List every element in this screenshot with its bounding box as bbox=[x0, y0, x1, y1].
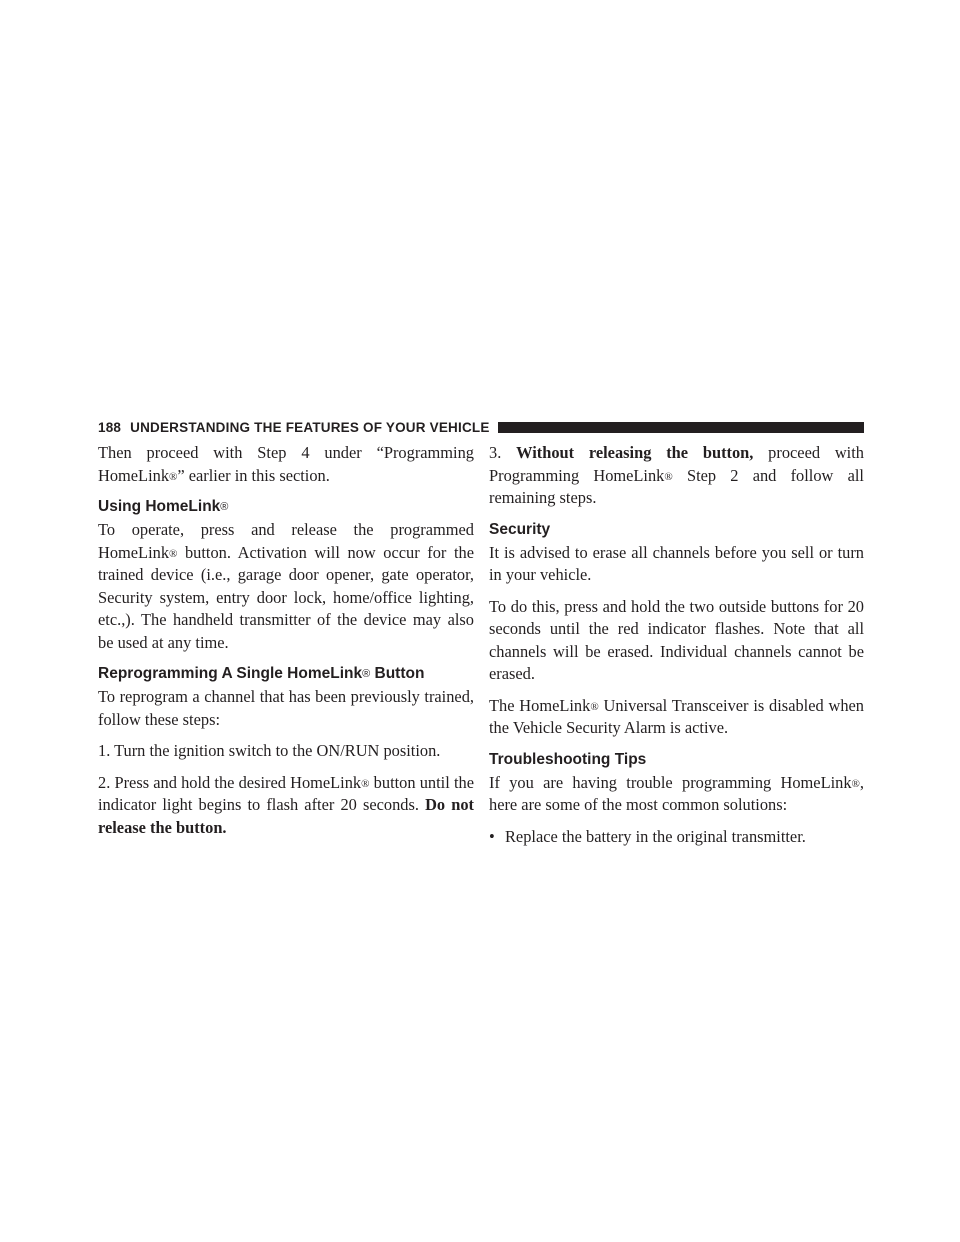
left-column bbox=[98, 442, 474, 848]
header-rule bbox=[498, 422, 864, 433]
registered-mark: ® bbox=[361, 777, 370, 790]
registered-mark: ® bbox=[169, 470, 178, 483]
registered-mark: ® bbox=[664, 470, 673, 483]
registered-mark: ® bbox=[590, 700, 599, 713]
registered-mark: ® bbox=[220, 501, 229, 513]
list-item: • Replace the battery in the original transmitter. bbox=[489, 826, 864, 849]
step-3: 3. Without releasing the button, proceed with Programming HomeLink® Step 2 and follow all remaining steps. bbox=[489, 443, 864, 507]
reprogramming-heading: Reprogramming A Single HomeLink® Button bbox=[98, 665, 425, 682]
security-heading: Security bbox=[489, 520, 551, 538]
troubleshooting-paragraph: If you are having trouble programming HomeLink®, here are some of the most common solutions: bbox=[489, 772, 864, 814]
right-column bbox=[489, 442, 864, 857]
intro-paragraph: Then proceed with Step 4 under “Programming HomeLink®” earlier in this section. bbox=[98, 443, 474, 485]
registered-mark: ® bbox=[169, 547, 178, 560]
registered-mark: ® bbox=[851, 777, 860, 790]
section-title: UNDERSTANDING THE FEATURES OF YOUR VEHICLE bbox=[130, 419, 490, 435]
step-1: 1. Turn the ignition switch to the ON/RUN position. bbox=[98, 741, 441, 760]
page-number: 188 bbox=[98, 419, 122, 435]
security-paragraph-1: It is advised to erase all channels before you sell or turn in your vehicle. bbox=[489, 542, 864, 584]
registered-mark: ® bbox=[362, 668, 371, 680]
reprogramming-paragraph: To reprogram a channel that has been previously trained, follow these steps: bbox=[98, 687, 474, 729]
troubleshooting-heading: Troubleshooting Tips bbox=[489, 750, 647, 768]
using-homelink-paragraph: To operate, press and release the programmed HomeLink® button. Activation will now occur for the trained device (i.e., garage door opener, gate operator, Security system, entry door lock, home/office lighting, etc.,). The handheld transmitter of the device may also be used at any time. bbox=[98, 520, 474, 652]
page-header bbox=[98, 417, 864, 437]
step-2: 2. Press and hold the desired HomeLink® button until the indicator light begins to flash after 20 seconds. Do not release the button. bbox=[98, 772, 474, 837]
warning-text: Do not release the button. bbox=[98, 795, 474, 837]
security-paragraph-3: The HomeLink® Universal Transceiver is disabled when the Vehicle Security Alarm is active. bbox=[489, 695, 864, 737]
using-homelink-heading: Using HomeLink® bbox=[98, 498, 229, 515]
bullet-icon: • bbox=[489, 826, 495, 846]
security-paragraph-2: To do this, press and hold the two outside buttons for 20 seconds until the red indicator flashes. Note that all channels will be erased. Individual channels cannot be erased. bbox=[489, 596, 864, 683]
